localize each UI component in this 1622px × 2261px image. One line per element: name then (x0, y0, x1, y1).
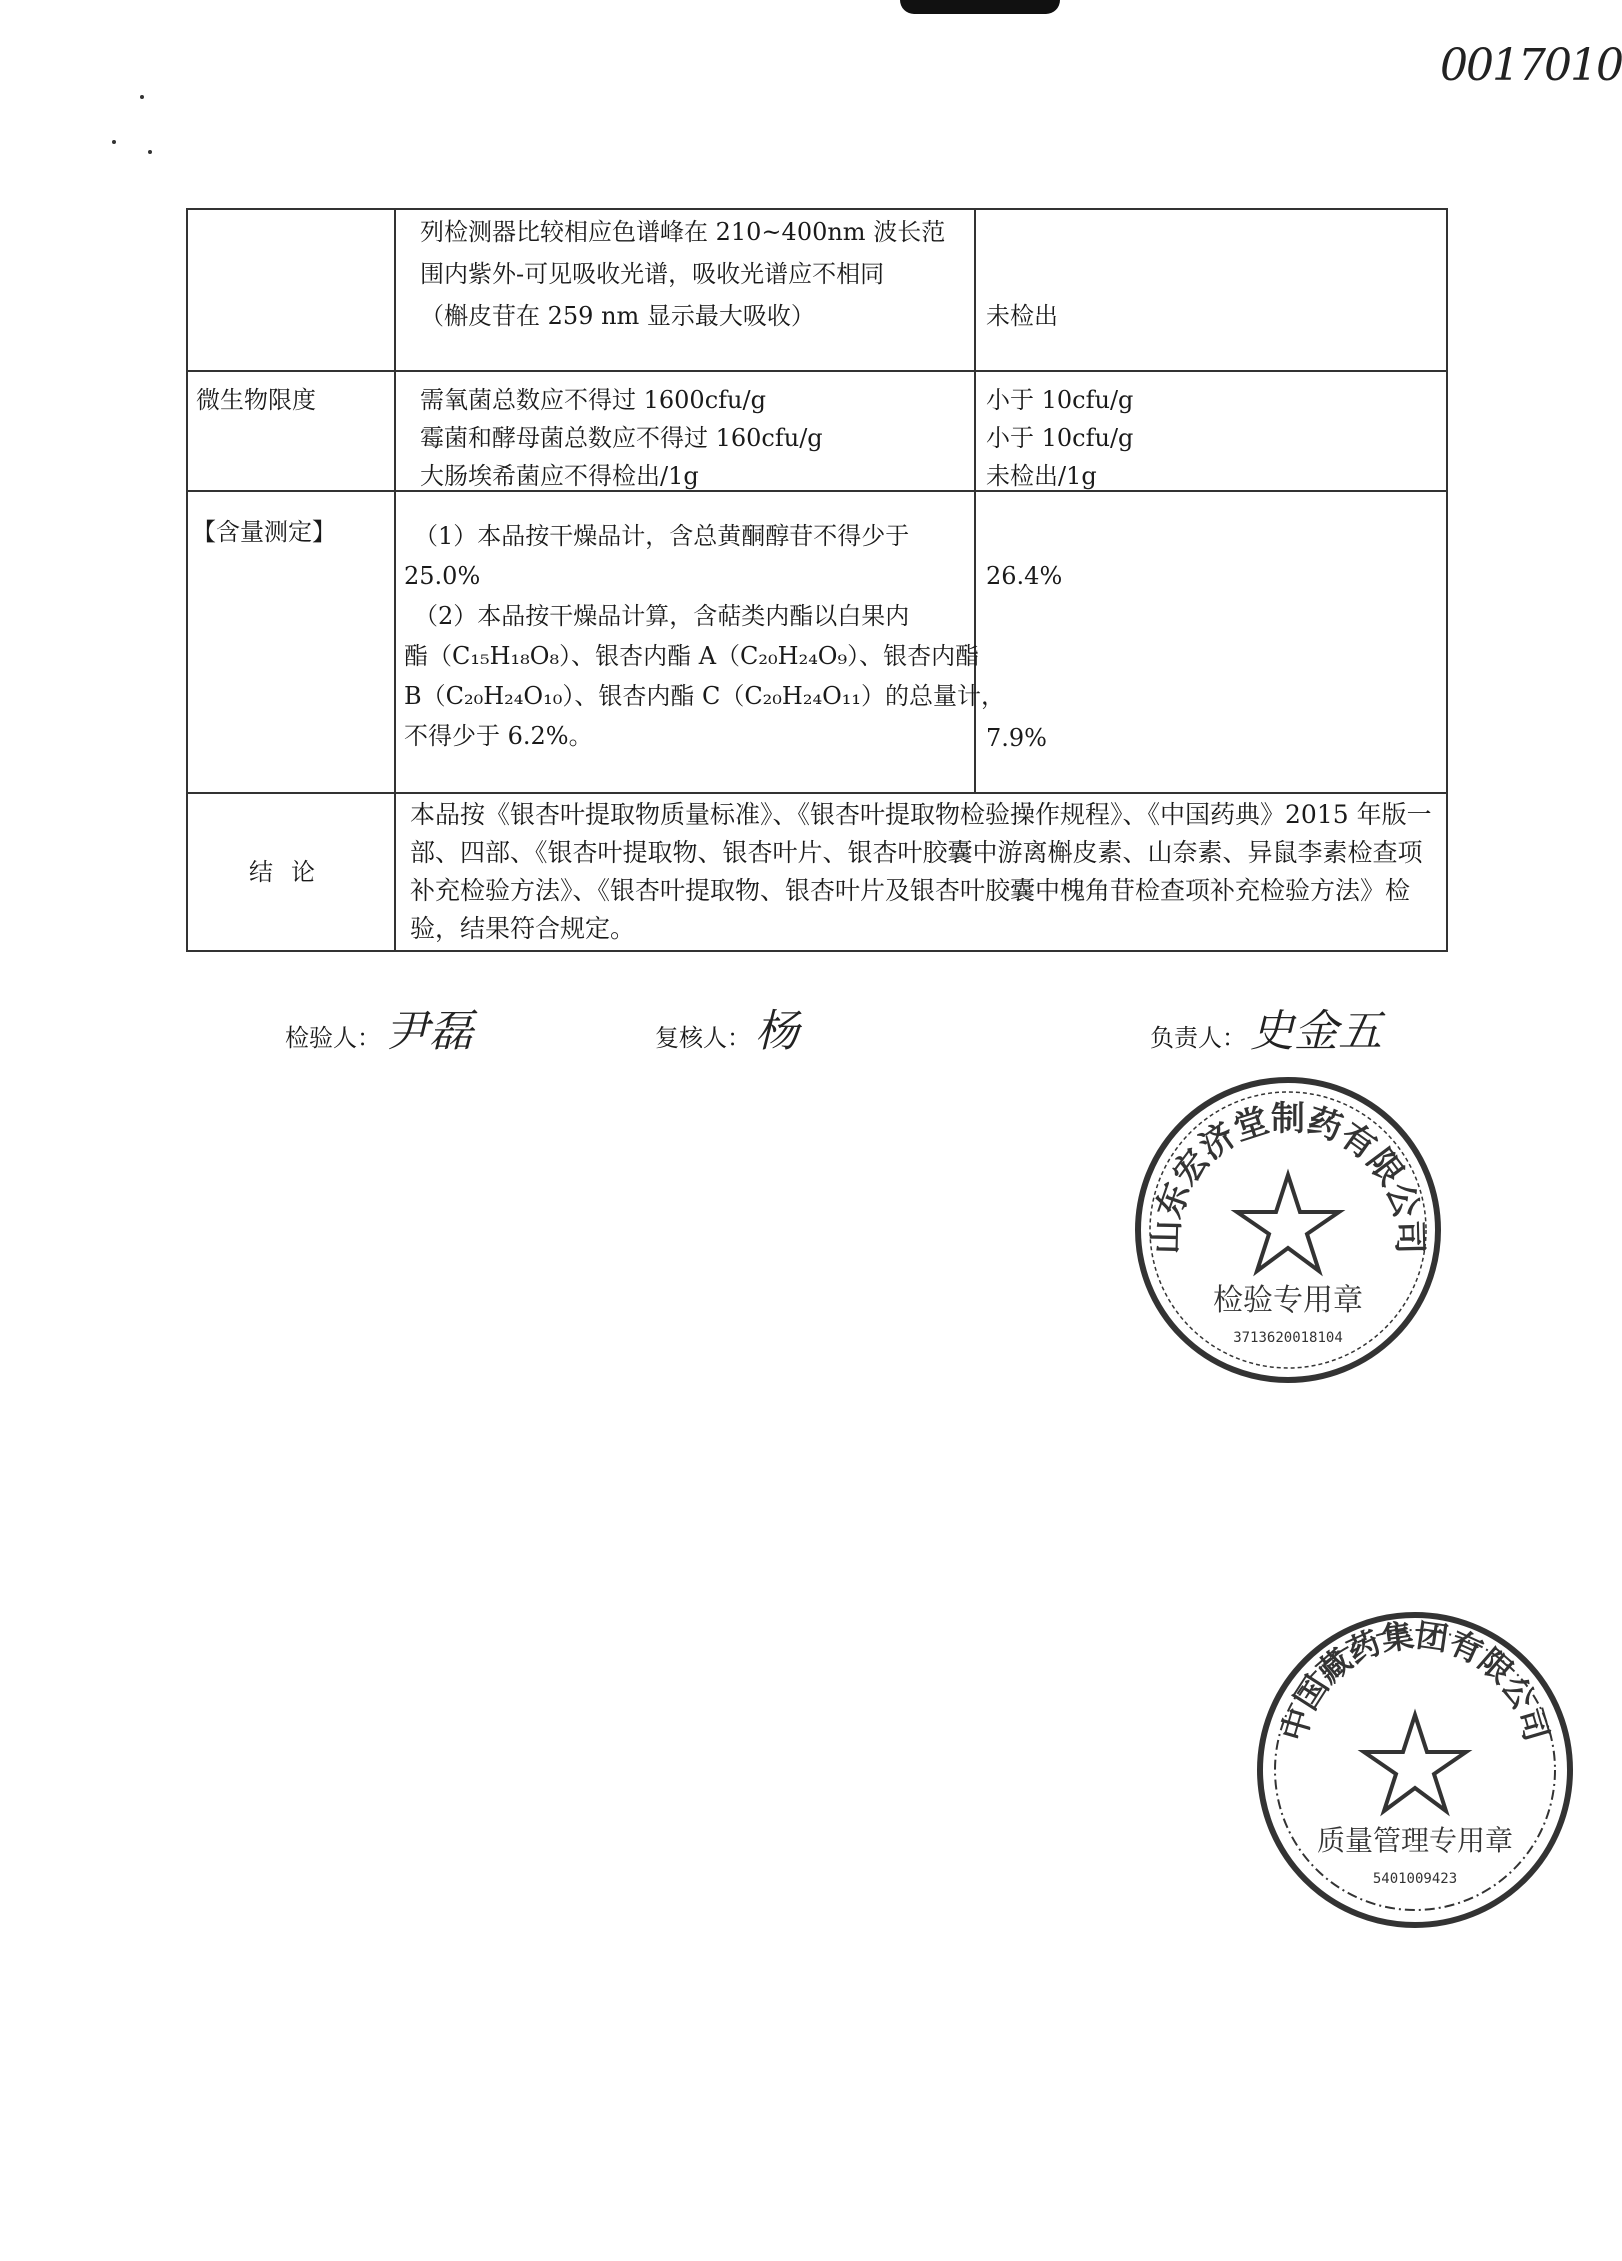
table-row-assay (187, 491, 1447, 793)
assay-line: 不得少于 6.2%。 (404, 722, 593, 750)
inspector-label: 检验人： (285, 1024, 381, 1052)
microbial-label: 微生物限度 (196, 386, 316, 414)
spectrum-line: 列检测器比较相应色谱峰在 210~400nm 波长范 (420, 218, 946, 246)
seal-sub-text: 检验专用章 (1213, 1283, 1363, 1318)
assay-result-1: 26.4% (986, 562, 1063, 590)
scan-speck (148, 150, 152, 154)
requirement-cell (395, 491, 1006, 793)
table-row-spectrum (187, 209, 1447, 371)
scan-speck (112, 140, 116, 144)
seal-code: 3713620018104 (1233, 1330, 1343, 1346)
microbial-result: 小于 10cfu/g (986, 386, 1134, 414)
stamp-code: 5401009423 (1372, 1871, 1458, 1887)
inspector-signature (285, 995, 473, 1059)
microbial-requirement: 霉菌和酵母菌总数应不得过 160cfu/g (420, 424, 823, 452)
stamp-arc-text: 中国藏药集团有限公司 (1274, 1616, 1556, 1746)
scan-speck (140, 95, 144, 99)
responsible-handwriting: 史金五 (1250, 1006, 1382, 1057)
table-row-conclusion (187, 793, 1447, 951)
quality-management-stamp (1250, 1605, 1580, 1935)
spectrum-result: 未检出 (986, 302, 1058, 330)
stamp-sub-text: 质量管理专用章 (1316, 1824, 1514, 1857)
assay-line: 酯（C₁₅H₁₈O₈）、银杏内酯 A（C₂₀H₂₄O₉）、银杏内酯 (404, 642, 980, 670)
conclusion-cell (395, 793, 1447, 951)
inspection-seal-stamp (1128, 1070, 1448, 1390)
assay-label: 【含量测定】 (192, 518, 336, 546)
microbial-requirement: 需氧菌总数应不得过 1600cfu/g (420, 386, 766, 414)
requirement-cell (395, 371, 975, 491)
assay-line: （1）本品按干燥品计，含总黄酮醇苷不得少于 (414, 522, 910, 550)
label-cell (187, 491, 395, 793)
conclusion-text: 本品按《银杏叶提取物质量标准》、《银杏叶提取物检验操作规程》、《中国药典》2015 年版一部、四部、《银杏叶提取物、银杏叶片、银杏叶胶囊中游离槲皮素、山奈素、异鼠李素检查项补充检验方法》、《银杏叶提取物、银杏叶片及银杏叶胶囊中槐角苷检查项补充检验方法》检验，结果符合规定。 (410, 800, 1432, 943)
spectrum-line: 围内紫外-可见吸收光谱，吸收光谱应不相同 (420, 260, 885, 288)
assay-line: （2）本品按干燥品计算，含萜类内酯以白果内 (414, 602, 910, 630)
inspection-report-table (186, 208, 1448, 952)
requirement-cell (395, 209, 975, 371)
reviewer-signature (655, 995, 799, 1059)
result-cell (975, 209, 1447, 371)
table-row-microbial (187, 371, 1447, 491)
handwritten-document-number: 0017010 (1440, 40, 1622, 91)
microbial-result: 未检出/1g (986, 462, 1097, 490)
microbial-result: 小于 10cfu/g (986, 424, 1134, 452)
assay-result-2: 7.9% (986, 724, 1047, 752)
responsible-signature (1150, 995, 1382, 1059)
svg-text:中国藏药集团有限公司 (1274, 1616, 1556, 1745)
inspector-handwriting: 尹磊 (385, 1006, 473, 1057)
seal-arc-text: 山东宏济堂制药有限公司 (1146, 1098, 1430, 1255)
assay-line: 25.0% (404, 562, 481, 590)
reviewer-handwriting: 杨 (755, 1006, 799, 1057)
label-cell (187, 371, 395, 491)
assay-line: B（C₂₀H₂₄O₁₀）、银杏内酯 C（C₂₀H₂₄O₁₁）的总量计， (404, 682, 1006, 710)
result-cell (975, 371, 1447, 491)
label-cell (187, 793, 395, 951)
label-cell-empty (187, 209, 395, 371)
scan-top-mark (900, 0, 1060, 14)
conclusion-label: 结论 (249, 858, 333, 886)
spectrum-line: （槲皮苷在 259 nm 显示最大吸收） (420, 302, 815, 330)
responsible-label: 负责人： (1150, 1024, 1246, 1052)
result-cell (975, 491, 1447, 793)
microbial-requirement: 大肠埃希菌应不得检出/1g (420, 462, 699, 490)
reviewer-label: 复核人： (655, 1024, 751, 1052)
